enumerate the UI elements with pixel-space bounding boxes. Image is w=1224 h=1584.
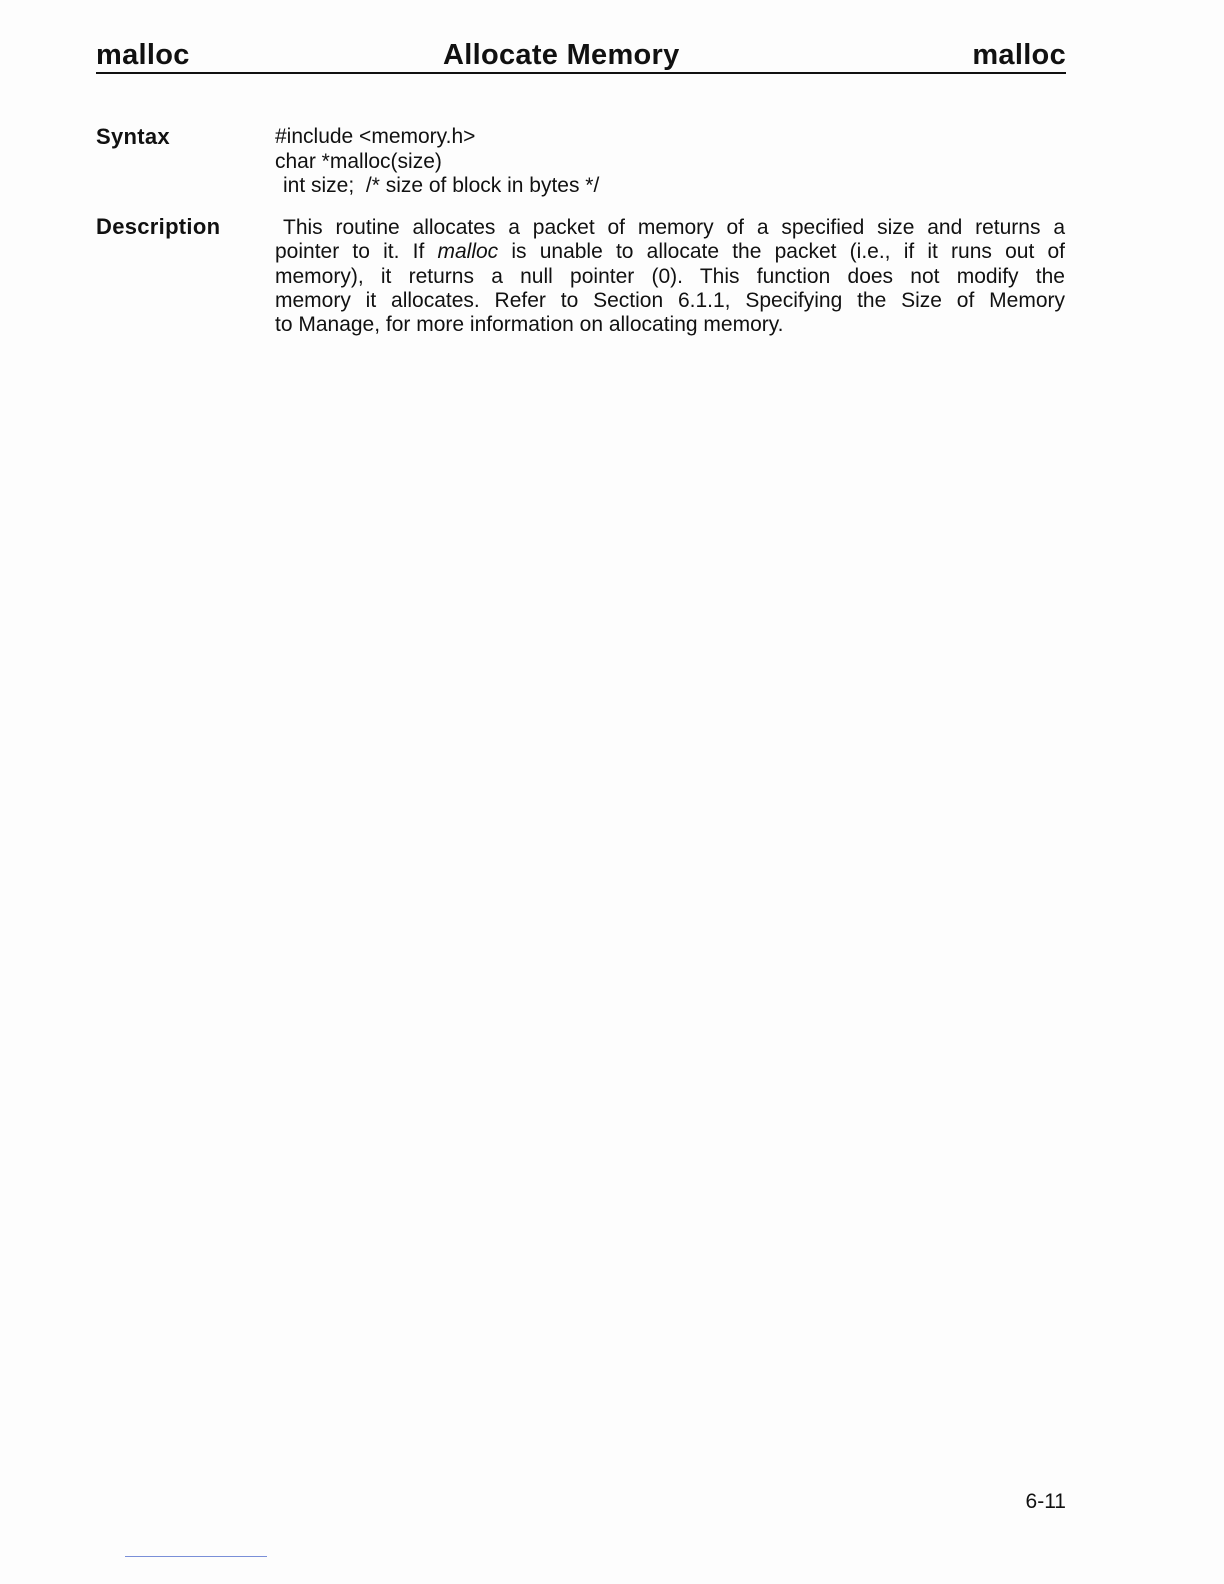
page-header xyxy=(96,38,1066,74)
syntax-line: int size; /* size of block in bytes */ xyxy=(283,174,600,197)
syntax-line: char *malloc(size) xyxy=(275,149,442,173)
page-number: 6-11 xyxy=(1025,1490,1066,1513)
header-right-title: malloc xyxy=(972,39,1066,71)
description-line: to Manage, for more information on allocating memory. xyxy=(275,313,784,337)
description-text xyxy=(275,216,1065,337)
description-line: pointer to it. If malloc is unable to allocate the packet (i.e., if it runs out of xyxy=(275,240,1065,264)
description-line: This routine allocates a packet of memory of a specified size and returns a xyxy=(283,216,1065,239)
syntax-label: Syntax xyxy=(96,124,170,149)
description-label: Description xyxy=(96,214,221,239)
syntax-code xyxy=(275,125,599,199)
header-center-title: Allocate Memory xyxy=(443,39,680,71)
header-left-title: malloc xyxy=(96,39,190,71)
function-name-italic: malloc xyxy=(437,240,499,264)
description-line: memory it allocates. Refer to Section 6.1.1, Specifying the Size of Memory xyxy=(275,288,1065,312)
description-line: memory), it returns a null pointer (0). This function does not modify the xyxy=(275,264,1065,288)
scan-artifact-line xyxy=(125,1556,267,1557)
syntax-line: #include <memory.h> xyxy=(275,125,476,148)
